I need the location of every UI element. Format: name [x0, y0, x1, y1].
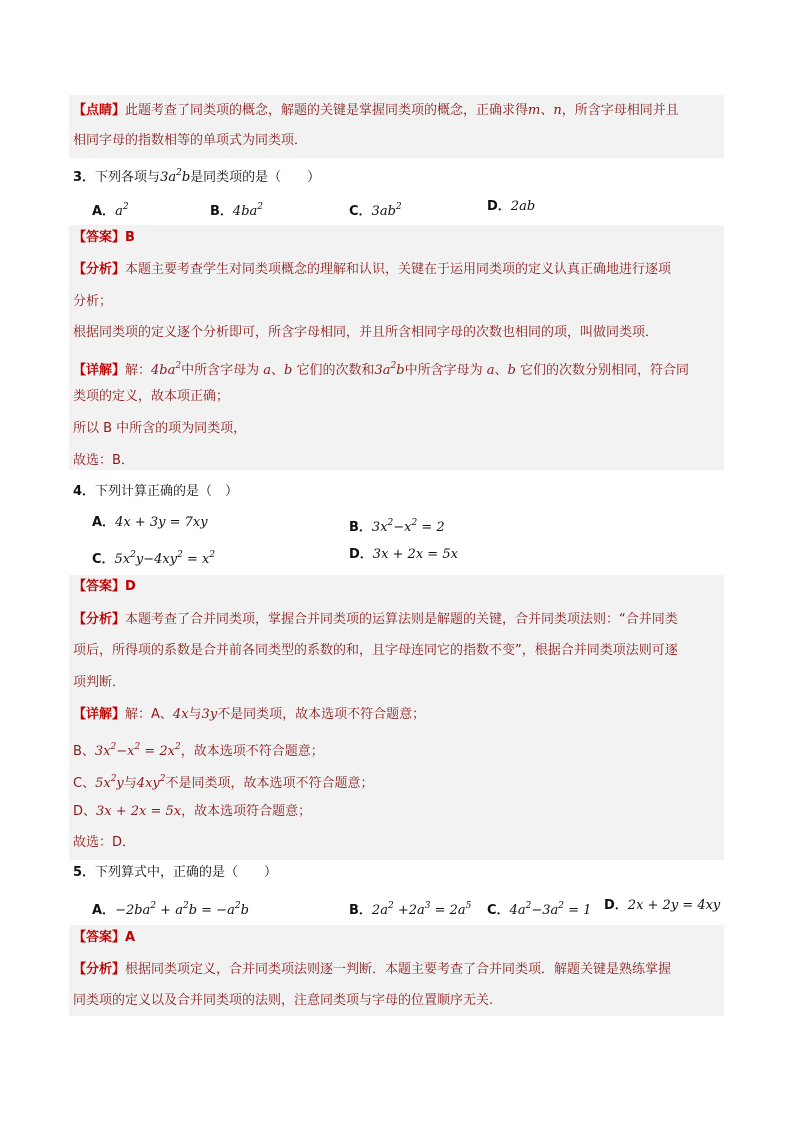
- section-label: 【答案】: [73, 579, 126, 594]
- explanation-line: [73, 132, 307, 150]
- text-segment: D．: [604, 898, 628, 913]
- math-expression: = 2: [417, 520, 445, 535]
- math-expression: 2a: [371, 903, 388, 918]
- text-segment: 解：: [125, 363, 152, 378]
- text-segment: C．: [92, 552, 115, 567]
- text-segment: D．: [487, 199, 511, 214]
- text-segment: B、: [73, 744, 95, 759]
- text-segment: 所以 B 中所含的项为同类项，: [73, 421, 247, 436]
- math-expression: 2: [257, 202, 263, 212]
- explanation-line: [73, 261, 671, 279]
- text-segment: C．: [349, 204, 372, 219]
- text-segment: 分析；: [73, 294, 113, 309]
- answer-option: [349, 514, 445, 537]
- text-segment: 下列算式中，正确的是（ ）: [95, 865, 278, 880]
- answer-option: [349, 897, 471, 920]
- math-expression: b: [284, 363, 293, 378]
- explanation-line: [73, 229, 135, 247]
- math-expression: 2: [176, 168, 182, 178]
- explanation-line: [73, 102, 679, 120]
- answer-option: [349, 546, 458, 564]
- math-expression: + a: [156, 903, 183, 918]
- text-segment: 4．: [73, 484, 96, 499]
- math-expression: a: [263, 363, 272, 378]
- text-segment: 相同字母的指数相等的单项式为同类项．: [73, 133, 308, 148]
- math-expression: 4a: [509, 903, 526, 918]
- math-expression: 2: [395, 202, 402, 212]
- text-segment: A．: [92, 515, 116, 530]
- math-expression: a: [486, 363, 495, 378]
- explanation-line: [73, 357, 689, 380]
- math-expression: 2: [177, 550, 183, 560]
- math-expression: 2: [150, 901, 157, 911]
- math-expression: 3ab: [371, 204, 396, 219]
- section-label: 【分析】: [73, 962, 126, 977]
- question-text: [73, 164, 320, 187]
- text-segment: B．: [349, 903, 372, 918]
- text-segment: D、: [73, 804, 97, 819]
- text-segment: A．: [92, 204, 116, 219]
- explanation-line: [73, 324, 658, 342]
- text-segment: 解：A、: [125, 707, 173, 722]
- math-expression: 2: [134, 742, 141, 752]
- explanation-line: [73, 611, 678, 629]
- text-segment: 不是同类项，故本选项不符合题意；: [165, 776, 374, 791]
- math-expression: 5: [465, 901, 472, 911]
- math-expression: 2: [175, 361, 182, 371]
- math-expression: b: [181, 170, 191, 185]
- math-expression: m: [528, 103, 541, 118]
- math-expression: b: [507, 363, 516, 378]
- explanation-line: [73, 388, 229, 406]
- math-expression: 2: [182, 901, 189, 911]
- math-expression: 3x + 2x = 5x: [96, 804, 182, 819]
- section-label: D: [125, 579, 136, 594]
- math-expression: 2: [387, 518, 394, 528]
- math-expression: y: [116, 776, 124, 791]
- answer-option: [92, 198, 129, 221]
- math-expression: +2a: [393, 903, 425, 918]
- text-segment: 项判断．: [73, 675, 126, 690]
- text-segment: 类项的定义，故本项正确；: [73, 389, 230, 404]
- section-label: A: [125, 930, 136, 945]
- answer-option: [92, 514, 208, 532]
- explanation-line: [73, 452, 134, 470]
- text-segment: 项后，所得项的系数是合并前各同类型的系数的和，且字母连同它的指数不变”，根据合并同类项法则可逐: [73, 643, 678, 658]
- math-expression: 2: [387, 901, 394, 911]
- section-label: 【分析】: [73, 262, 126, 277]
- explanation-line: [73, 642, 678, 660]
- text-segment: 、: [271, 363, 285, 378]
- math-expression: 3a: [160, 170, 177, 185]
- text-segment: 3．: [73, 170, 96, 185]
- explanation-line: [73, 578, 136, 596]
- text-segment: 它们的次数分别相同，符合同: [515, 363, 689, 378]
- answer-option: [487, 897, 591, 920]
- math-expression: = 2a: [430, 903, 466, 918]
- math-expression: 2: [558, 901, 564, 911]
- text-segment: 本题主要考查学生对同类项概念的理解和认识，关键在于运用同类项的定义认真正确地进行逐项: [125, 262, 672, 277]
- answer-option: [92, 546, 215, 569]
- math-expression: 5x: [114, 552, 131, 567]
- explanation-line: [73, 770, 374, 793]
- text-segment: C．: [487, 903, 510, 918]
- math-expression: 2: [411, 518, 418, 528]
- math-expression: = 1: [563, 903, 592, 918]
- math-expression: 4x + 3y = 7xy: [115, 515, 208, 530]
- explanation-line: [73, 803, 311, 821]
- math-expression: = 2x: [140, 744, 175, 759]
- text-segment: 同类项的定义以及合并同类项的法则，注意同类项与字母的位置顺序无关.: [73, 993, 494, 1008]
- text-segment: B．: [349, 520, 372, 535]
- text-segment: 故选：D．: [73, 835, 136, 850]
- text-segment: 、: [540, 103, 554, 118]
- text-segment: 此题考查了同类项的概念，解题的关键是掌握同类项的概念，正确求得: [125, 103, 529, 118]
- math-expression: = x: [182, 552, 210, 567]
- math-expression: 2: [234, 901, 241, 911]
- math-expression: 5x: [95, 776, 111, 791]
- answer-option: [487, 198, 535, 216]
- math-expression: 4ba: [151, 363, 176, 378]
- text-segment: A．: [92, 903, 116, 918]
- text-segment: 它们的次数和: [292, 363, 375, 378]
- math-expression: 2: [130, 550, 136, 560]
- math-expression: 2: [209, 550, 216, 560]
- math-expression: 3x + 2x = 5x: [372, 547, 458, 562]
- explanation-line: [73, 293, 112, 311]
- math-expression: 2ab: [510, 199, 536, 214]
- text-segment: 是同类项的是（ ）: [190, 170, 321, 185]
- section-label: 【分析】: [73, 612, 126, 627]
- math-expression: b: [240, 903, 249, 918]
- math-expression: 2: [390, 361, 397, 371]
- math-expression: −x: [393, 520, 412, 535]
- explanation-line: [73, 706, 425, 724]
- section-label: B: [125, 230, 135, 245]
- math-expression: 2: [110, 774, 117, 784]
- text-segment: 不是同类项，故本选项不符合题意；: [217, 707, 426, 722]
- math-expression: 3y: [201, 707, 218, 722]
- text-segment: 故选：B．: [73, 453, 134, 468]
- math-expression: 4xy: [136, 776, 160, 791]
- section-label: 【详解】: [73, 363, 126, 378]
- text-segment: C、: [73, 776, 96, 791]
- text-segment: 下列计算正确的是（ ）: [95, 484, 239, 499]
- text-segment: 、: [494, 363, 508, 378]
- explanation-line: [73, 961, 671, 979]
- math-expression: 4x: [172, 707, 189, 722]
- math-expression: −2ba: [115, 903, 151, 918]
- section-label: 【答案】: [73, 230, 126, 245]
- math-expression: 2: [110, 742, 117, 752]
- text-segment: ，故本选项符合题意；: [181, 804, 312, 819]
- text-segment: ，故本选项不符合题意；: [180, 744, 324, 759]
- math-expression: b = −a: [188, 903, 235, 918]
- math-expression: b: [396, 363, 405, 378]
- text-segment: 下列各项与: [95, 170, 161, 185]
- explanation-line: [73, 420, 246, 438]
- text-segment: 中所含字母为: [181, 363, 264, 378]
- math-expression: 4ba: [232, 204, 258, 219]
- math-expression: n: [553, 103, 562, 118]
- explanation-line: [73, 929, 135, 947]
- question-text: [73, 483, 238, 501]
- text-segment: 根据同类项定义，合并同类项法则逐一判断．本题主要考查了合并同类项．解题关键是熟练掌握: [125, 962, 672, 977]
- text-segment: D．: [349, 547, 373, 562]
- text-segment: B．: [210, 204, 233, 219]
- answer-option: [92, 897, 249, 920]
- math-expression: y−4xy: [135, 552, 178, 567]
- explanation-line: [73, 738, 324, 761]
- text-segment: 与: [188, 707, 202, 722]
- text-segment: 根据同类项的定义逐个分析即可，所含字母相同，并且所含相同字母的次数也相同的项，叫做同类项．: [73, 325, 659, 340]
- math-expression: 2x + 2y = 4xy: [627, 898, 721, 913]
- math-expression: 3a: [374, 363, 391, 378]
- math-expression: 2: [175, 742, 181, 752]
- answer-option: [210, 198, 263, 221]
- text-segment: 5．: [73, 865, 96, 880]
- explanation-line: [73, 834, 135, 852]
- text-segment: 与: [123, 776, 137, 791]
- math-expression: 2: [525, 901, 532, 911]
- section-label: 【详解】: [73, 707, 126, 722]
- explanation-line: [73, 674, 125, 692]
- math-expression: −x: [116, 744, 135, 759]
- answer-option: [604, 897, 720, 915]
- text-segment: 本题考查了合并同类项，掌握合并同类项的运算法则是解题的关键，合并同类项法则：“合并同类: [125, 612, 678, 627]
- text-segment: 中所含字母为: [404, 363, 487, 378]
- section-label: 【答案】: [73, 930, 126, 945]
- answer-option: [349, 198, 402, 221]
- math-expression: a: [115, 204, 123, 219]
- math-expression: 2: [159, 774, 166, 784]
- question-text: [73, 864, 277, 882]
- math-expression: 3x: [371, 520, 388, 535]
- explanation-line: [73, 992, 493, 1010]
- math-expression: −3a: [531, 903, 559, 918]
- text-segment: ，所含字母相同并且: [561, 103, 679, 118]
- math-expression: 2: [122, 202, 129, 212]
- section-label: 【点睛】: [73, 103, 126, 118]
- math-expression: 3: [424, 901, 431, 911]
- math-expression: 3x: [94, 744, 111, 759]
